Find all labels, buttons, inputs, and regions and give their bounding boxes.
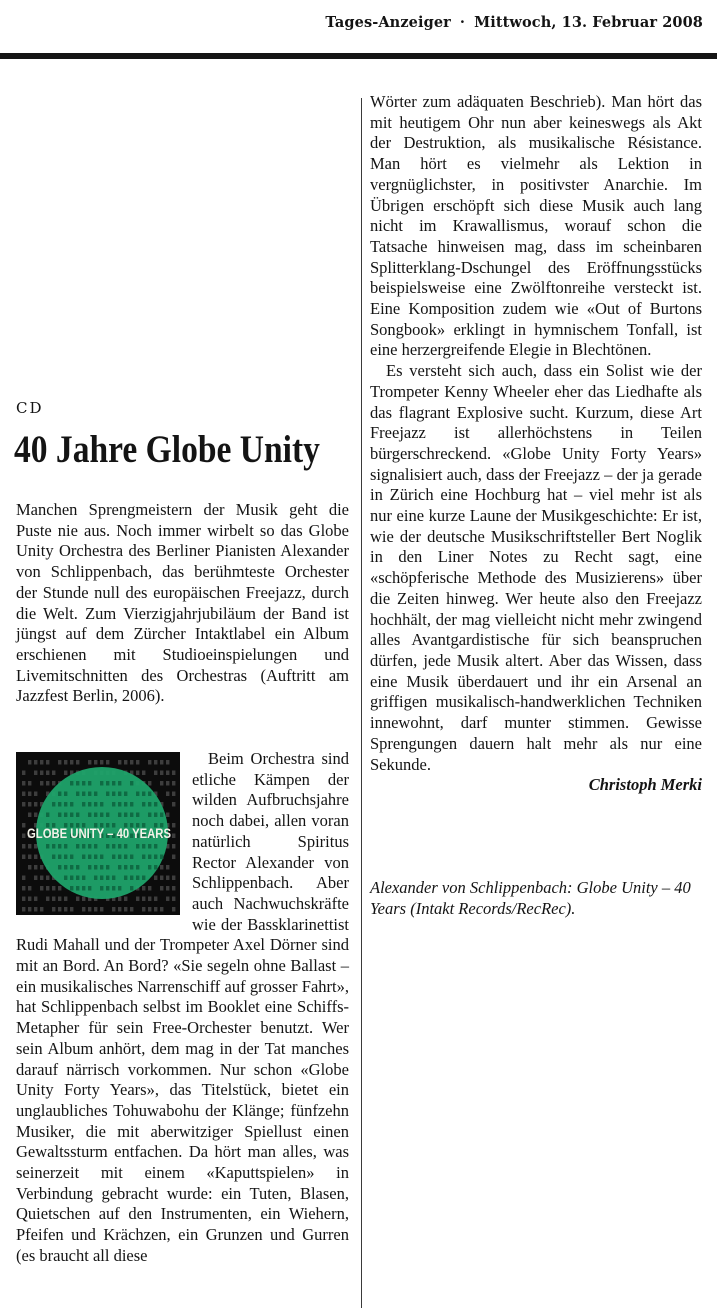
cover-texture-mark (142, 844, 145, 849)
cover-texture-mark (28, 792, 31, 797)
cover-texture-mark (58, 886, 61, 891)
article-body-with-cover (16, 749, 349, 1267)
cover-texture-mark (136, 876, 139, 881)
cover-texture-mark (82, 792, 85, 797)
cover-texture-mark (70, 886, 73, 891)
cover-texture-mark (58, 802, 61, 807)
cover-texture-mark (46, 886, 49, 891)
cover-texture-mark (94, 802, 97, 807)
cover-texture-mark (88, 907, 91, 912)
cover-texture-mark (40, 771, 43, 776)
cover-texture-mark (52, 844, 55, 849)
cover-texture-mark (64, 813, 67, 818)
cover-texture-mark (22, 855, 25, 860)
album-cover-image (16, 752, 180, 915)
cover-texture-mark (112, 792, 115, 797)
cover-texture-mark (94, 760, 97, 765)
author-signature: Christoph Merki (588, 775, 702, 795)
cover-texture-mark (148, 781, 151, 786)
cover-texture-mark (166, 876, 169, 881)
cover-texture-mark (58, 760, 61, 765)
cover-texture-mark (88, 844, 91, 849)
cover-texture-mark (34, 760, 37, 765)
cover-texture-mark (52, 802, 55, 807)
cover-texture-mark (166, 865, 169, 870)
cover-texture-mark (112, 855, 115, 860)
cover-texture-mark (76, 844, 79, 849)
cover-texture-mark (154, 897, 157, 902)
cover-texture-mark (100, 760, 103, 765)
cover-texture-mark (40, 886, 43, 891)
cover-texture-mark (70, 865, 73, 870)
cover-texture-mark (22, 771, 25, 776)
cover-texture-mark (172, 886, 175, 891)
cover-texture-mark (46, 813, 49, 818)
cover-texture-mark (58, 865, 61, 870)
cover-texture-mark (28, 781, 31, 786)
cover-texture-mark (70, 760, 73, 765)
cover-texture-mark (154, 760, 157, 765)
cover-texture-mark (142, 886, 145, 891)
cover-texture-mark (112, 876, 115, 881)
cover-texture-mark (106, 760, 109, 765)
cover-texture-mark (52, 781, 55, 786)
cover-texture-mark (106, 886, 109, 891)
cover-texture-mark (124, 813, 127, 818)
cover-texture-mark (100, 802, 103, 807)
cover-texture-mark (154, 865, 157, 870)
cover-texture-mark (64, 771, 67, 776)
cover-texture-mark (88, 813, 91, 818)
cover-texture-mark (22, 897, 25, 902)
cover-texture-mark (64, 855, 67, 860)
cover-texture-mark (70, 781, 73, 786)
cover-texture-mark (76, 781, 79, 786)
cover-texture-mark (46, 844, 49, 849)
cover-texture-mark (88, 855, 91, 860)
cover-texture-mark (58, 813, 61, 818)
cover-texture-mark (154, 907, 157, 912)
cover-texture-mark (64, 907, 67, 912)
article-paragraph-2-text: Beim Orchestra sind etliche Kämpen der wilden Aufbruchsjahre noch dabei, allen voran natürlich Spiritus Rector Alexander von Schlippenbach. Aber auch Nachwuchskräfte wie der Bassklarinettist Rudi Mahall und der Trompeter Axel Dörner sind mit an Bord. An Bord? «Sie segeln ohne Ballast – ein musikalisches Narrenschiff auf grosser Fahrt», hat Schlippenbach selbst im Booklet eine Schiffs-Metapher für sein Free-Orchester benutzt. Wer sein Album anhört, dem mag in der Tat manches darauf närrisch vorkommen. Nur schon «Globe Unity Forty Years», das Titelstück, bietet ein unglaubliches Tohuwabohu der Klänge; fünfzehn Musiker, die mit aberwitziger Spiellust einen Gewaltssturm entfachen. Da hört man alles, was seinerzeit mit einem «Kaputtspielen» in Verbindung gebracht wurde: ein Tuten, Blasen, Quietschen auf den Instrumenten, ein Wiehern, Pfeifen und Krächzen, ein Grunzen und Gurren (es braucht all diese (16, 749, 349, 1265)
cover-texture-mark (94, 876, 97, 881)
cover-texture-mark (34, 813, 37, 818)
album-credit: Alexander von Schlippenbach: Globe Unity – 40 Years (Intakt Records/RecRec). (370, 878, 691, 918)
issue-date: Mittwoch, 13. Februar 2008 (474, 14, 703, 31)
cover-texture-mark (64, 876, 67, 881)
cover-texture-mark (124, 855, 127, 860)
cover-texture-mark (22, 886, 25, 891)
cover-texture-mark (112, 844, 115, 849)
cover-texture-mark (76, 865, 79, 870)
cover-texture-mark (40, 907, 43, 912)
cover-texture-mark (118, 844, 121, 849)
cover-texture-mark (160, 865, 163, 870)
cover-texture-mark (154, 855, 157, 860)
cover-texture-mark (28, 813, 31, 818)
cover-texture-mark (166, 813, 169, 818)
cover-texture-mark (94, 907, 97, 912)
cover-texture-mark (28, 865, 31, 870)
cover-texture-mark (154, 771, 157, 776)
cover-texture-mark (118, 865, 121, 870)
cover-texture-mark (28, 907, 31, 912)
cover-texture-mark (160, 813, 163, 818)
cover-texture-mark (124, 907, 127, 912)
cover-texture-mark (46, 781, 49, 786)
article-paragraph-3: Wörter zum adäquaten Beschrieb). Man hört das mit heutigem Ohr nun aber keineswegs als Akt der Destruktion, als musikalische Résistance. Man hört es vielmehr als Lektion in vergnüglichster, in positivster Anarchie. Im Übrigen erschöpft sich diese Musik auch lang nicht im Krawallismus, worauf schon die Tatsache hinweisen mag, dass im scheinbaren Splitterklang-Dschungel des Eröffnungsstücks beispielsweise eine Zwölftonreihe versteckt ist. Eine Komposition zudem wie «Out of Burtons Songbook» erklingt in hymnischem Tonfall, ist eine herzergreifende Elegie in Blechtönen. (370, 92, 702, 360)
cover-texture-mark (46, 897, 49, 902)
cover-texture-mark (52, 855, 55, 860)
cover-texture-mark (34, 771, 37, 776)
cover-texture-mark (172, 792, 175, 797)
cover-texture-mark (148, 907, 151, 912)
article-headline: 40 Jahre Globe Unity (14, 428, 320, 471)
cover-texture-mark (58, 907, 61, 912)
cover-texture-mark (88, 760, 91, 765)
cover-texture-mark (130, 865, 133, 870)
masthead-separator: · (459, 14, 466, 31)
cover-texture-mark (22, 792, 25, 797)
cover-texture-mark (130, 876, 133, 881)
cover-texture-mark (130, 813, 133, 818)
cover-texture-mark (22, 907, 25, 912)
cover-texture-mark (46, 771, 49, 776)
cover-texture-mark (112, 907, 115, 912)
cover-texture-mark (142, 876, 145, 881)
cover-texture-mark (142, 771, 145, 776)
cover-texture-mark (94, 844, 97, 849)
cover-texture-mark (160, 886, 163, 891)
cover-texture-mark (118, 792, 121, 797)
cover-texture-mark (130, 855, 133, 860)
cover-texture-mark (64, 897, 67, 902)
cover-texture-mark (64, 844, 67, 849)
cover-texture-mark (70, 876, 73, 881)
cover-texture-mark (118, 897, 121, 902)
cover-texture-mark (142, 907, 145, 912)
cover-texture-mark (88, 886, 91, 891)
cover-texture-mark (94, 865, 97, 870)
cover-texture-mark (148, 760, 151, 765)
cover-texture-mark (46, 876, 49, 881)
cover-texture-mark (148, 886, 151, 891)
cover-texture-mark (82, 855, 85, 860)
article-lead-column (16, 500, 349, 707)
cover-texture-mark (106, 844, 109, 849)
cover-texture-mark (76, 813, 79, 818)
cover-texture-mark (76, 876, 79, 881)
cover-texture-mark (172, 844, 175, 849)
cover-texture-mark (106, 865, 109, 870)
cover-texture-mark (34, 897, 37, 902)
cover-texture-mark (160, 781, 163, 786)
cover-texture-mark (22, 781, 25, 786)
cover-texture-mark (40, 760, 43, 765)
cover-texture-mark (160, 855, 163, 860)
cover-texture-mark (100, 813, 103, 818)
cover-texture-mark (70, 802, 73, 807)
cover-texture-mark (70, 813, 73, 818)
cover-texture-mark (52, 907, 55, 912)
cover-texture-mark (172, 771, 175, 776)
cover-texture-mark (124, 802, 127, 807)
cover-texture-mark (34, 865, 37, 870)
cover-texture-mark (166, 897, 169, 902)
cover-texture-mark (154, 813, 157, 818)
cover-texture-mark (172, 855, 175, 860)
cover-texture-mark (130, 760, 133, 765)
cover-texture-mark (34, 844, 37, 849)
header-rule (0, 53, 717, 59)
cover-texture-mark (40, 865, 43, 870)
cover-texture-mark (124, 844, 127, 849)
article-paragraph-4: Es versteht sich auch, dass ein Solist wie der Trompeter Kenny Wheeler eher das Liedhafte als das flagrant Explosive sucht. Kurzum, diese Art Freejazz ist allerhöchstens in Teilen bürgerschreckend. «Globe Unity Forty Years» signalisiert auch, dass der Freejazz – der ja gerade in Zürich eine Hochburg hat – viel mehr ist als nur eine kurze Laune der Musikgeschichte: Er ist, wie der deutsche Musikschriftsteller Bert Noglik in den Liner Notes zu Recht sagt, eine «schöpferische Methode des Musizierens» über die Zeiten hinweg. Wer heute also den Freejazz hochhält, der mag vielleicht nicht mehr zwingend alles Avantgardistische für sich beanspruchen dürfen, jede Musik altert. Aber das Wissen, dass eine Musik überdauert und ihr ein Arsenal an griffigen musikalisch-handwerklichen Techniken innewohnt, darf munter stimmen. Gewisse Sprengungen dauern halt mehr als nur eine Sekunde. (370, 361, 702, 774)
cover-texture-mark (58, 792, 61, 797)
cover-texture-mark (82, 781, 85, 786)
cover-texture-mark (28, 855, 31, 860)
cover-texture-mark (82, 907, 85, 912)
cover-texture-mark (130, 802, 133, 807)
cover-texture-mark (82, 886, 85, 891)
cover-texture-mark (172, 876, 175, 881)
cover-texture-mark (106, 876, 109, 881)
cover-texture-mark (34, 792, 37, 797)
cover-texture-mark (142, 855, 145, 860)
cover-texture-mark (34, 802, 37, 807)
cover-texture-mark (94, 792, 97, 797)
cover-texture-mark (28, 897, 31, 902)
cover-texture-mark (100, 876, 103, 881)
cover-texture-mark (148, 844, 151, 849)
cover-texture-mark (88, 792, 91, 797)
cover-texture-mark (88, 865, 91, 870)
cover-texture-mark (40, 876, 43, 881)
cover-texture-mark (136, 760, 139, 765)
cover-texture-mark (22, 834, 25, 839)
cover-texture-mark (40, 781, 43, 786)
cover-texture-mark (154, 844, 157, 849)
cover-texture-mark (166, 771, 169, 776)
cover-texture-mark (28, 760, 31, 765)
cover-texture-mark (76, 792, 79, 797)
cover-texture-mark (112, 781, 115, 786)
cover-texture-mark (34, 876, 37, 881)
cover-title: GLOBE UNITY – 40 YEARS (27, 826, 171, 841)
cover-texture-mark (106, 813, 109, 818)
cover-texture-mark (118, 855, 121, 860)
cover-texture-mark (100, 886, 103, 891)
cover-texture-mark (100, 907, 103, 912)
cover-texture-mark (82, 844, 85, 849)
cover-texture-mark (106, 792, 109, 797)
cover-texture-mark (172, 834, 175, 839)
cover-texture-mark (106, 781, 109, 786)
cover-texture-mark (166, 760, 169, 765)
cover-texture-mark (172, 823, 175, 828)
article-right-column (370, 92, 702, 796)
cover-texture-mark (160, 876, 163, 881)
cover-texture-mark (34, 907, 37, 912)
cover-texture-mark (82, 897, 85, 902)
cover-texture-mark (172, 802, 175, 807)
cover-texture-mark (172, 781, 175, 786)
cover-texture-mark (28, 844, 31, 849)
cover-texture-mark (118, 886, 121, 891)
cover-texture-mark (100, 781, 103, 786)
cover-texture-mark (130, 781, 133, 786)
cover-texture-mark (136, 792, 139, 797)
cover-texture-mark (88, 781, 91, 786)
cover-texture-mark (64, 792, 67, 797)
cover-texture-mark (148, 792, 151, 797)
cover-texture-mark (124, 876, 127, 881)
cover-texture-mark (52, 886, 55, 891)
cover-texture-mark (148, 897, 151, 902)
cover-texture-mark (76, 886, 79, 891)
cover-texture-mark (142, 792, 145, 797)
cover-texture-mark (76, 760, 79, 765)
cover-texture-mark (94, 855, 97, 860)
cover-texture-mark (22, 844, 25, 849)
cover-texture-mark (136, 844, 139, 849)
cover-texture-mark (124, 865, 127, 870)
cover-texture-mark (82, 802, 85, 807)
cover-texture-mark (172, 907, 175, 912)
cover-texture-mark (154, 802, 157, 807)
cover-texture-mark (130, 907, 133, 912)
cover-texture-mark (70, 907, 73, 912)
cover-texture-mark (148, 865, 151, 870)
cover-texture-mark (148, 802, 151, 807)
cover-texture-mark (166, 886, 169, 891)
cover-texture-mark (46, 760, 49, 765)
cover-texture-mark (28, 886, 31, 891)
cover-texture-mark (118, 781, 121, 786)
cover-texture-mark (64, 760, 67, 765)
cover-texture-mark (76, 897, 79, 902)
cover-texture-mark (118, 813, 121, 818)
cover-texture-mark (142, 897, 145, 902)
cover-texture-mark (118, 802, 121, 807)
cover-texture-mark (160, 907, 163, 912)
cover-texture-mark (52, 897, 55, 902)
cover-texture-mark (82, 876, 85, 881)
newspaper-name: Tages-Anzeiger (325, 14, 451, 31)
section-kicker: CD (16, 399, 44, 417)
cover-texture-mark (52, 771, 55, 776)
column-divider (361, 98, 362, 1308)
cover-texture-mark (70, 855, 73, 860)
cover-texture-mark (166, 781, 169, 786)
cover-texture-mark (148, 855, 151, 860)
cover-texture-mark (58, 855, 61, 860)
cover-texture-mark (166, 792, 169, 797)
cover-texture-mark (58, 844, 61, 849)
cover-texture-mark (124, 897, 127, 902)
cover-texture-mark (124, 760, 127, 765)
cover-texture-mark (112, 802, 115, 807)
article-paragraph-1: Manchen Sprengmeistern der Musik geht die Puste nie aus. Noch immer wirbelt so das Globe Unity Orchestra des Berliner Pianisten Alexander von Schlippenbach, das berühmteste Orchester der Stunde null des europäischen Freejazz, durch die Welt. Zum Vierzigjahrjubiläum der Band ist jüngst auf dem Zürcher Intaktlabel ein Album erschienen mit Studioeinspielungen und Livemitschnitten des Orchestras (Auftritt am Jazzfest Berlin, 2006). (16, 500, 349, 706)
cover-texture-mark (172, 897, 175, 902)
cover-texture-mark (160, 771, 163, 776)
cover-texture-mark (64, 802, 67, 807)
cover-texture-mark (88, 802, 91, 807)
album-cover-art (16, 752, 180, 915)
cover-texture-mark (22, 802, 25, 807)
cover-texture-mark (130, 886, 133, 891)
cover-texture-mark (136, 865, 139, 870)
cover-texture-mark (136, 813, 139, 818)
cover-texture-mark (28, 802, 31, 807)
cover-texture-mark (118, 907, 121, 912)
masthead (325, 14, 703, 31)
cover-texture-mark (112, 886, 115, 891)
cover-texture-mark (64, 865, 67, 870)
cover-texture-mark (118, 760, 121, 765)
cover-texture-mark (22, 823, 25, 828)
cover-texture-mark (22, 876, 25, 881)
cover-texture-mark (100, 865, 103, 870)
cover-texture-mark (58, 897, 61, 902)
cover-texture-mark (94, 813, 97, 818)
cover-texture-mark (124, 792, 127, 797)
cover-texture-mark (100, 855, 103, 860)
cover-texture-mark (142, 802, 145, 807)
cover-texture-mark (136, 771, 139, 776)
cover-texture-mark (136, 897, 139, 902)
cover-texture-mark (160, 760, 163, 765)
cover-texture-mark (148, 813, 151, 818)
cover-texture-mark (34, 855, 37, 860)
cover-texture-mark (154, 876, 157, 881)
